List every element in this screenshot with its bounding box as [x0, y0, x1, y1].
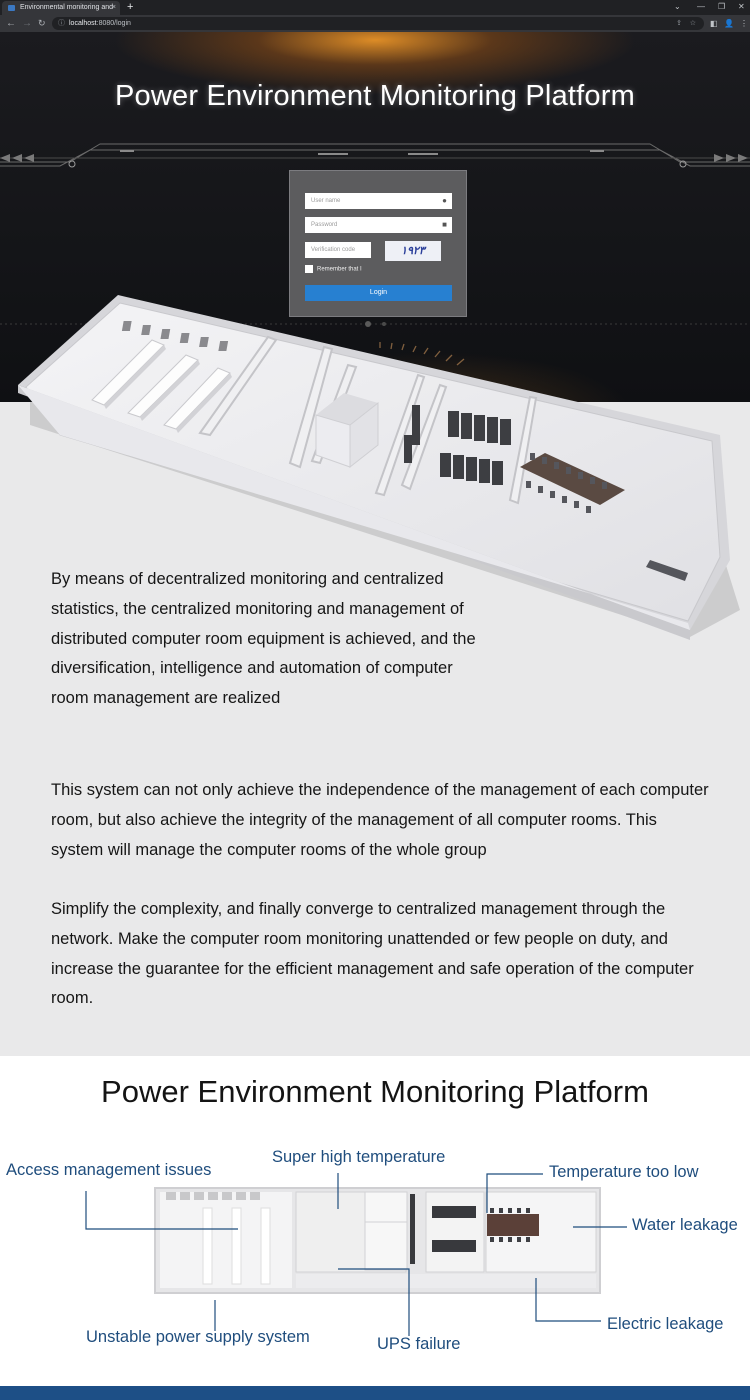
label-high-temperature: Super high temperature — [272, 1148, 446, 1166]
user-icon: ● — [442, 196, 447, 205]
new-tab-button[interactable]: + — [127, 1, 134, 13]
url-path: :8080/login — [96, 20, 131, 27]
username-input[interactable] — [305, 193, 452, 209]
username-placeholder: User name — [311, 198, 341, 204]
address-bar[interactable] — [52, 17, 704, 30]
tab-search-icon[interactable]: ⌄ — [674, 2, 681, 11]
window-close-icon[interactable]: ✕ — [738, 2, 745, 11]
captcha-image[interactable]: ١٩٢٣ — [385, 241, 441, 261]
label-temperature-low: Temperature too low — [549, 1163, 699, 1181]
monitoring-diagram-section — [0, 1056, 750, 1386]
profile-icon[interactable]: 👤 — [724, 19, 734, 28]
captcha-placeholder: Verification code — [311, 247, 356, 253]
minimize-icon[interactable]: — — [697, 2, 705, 11]
label-access-management: Access management issues — [6, 1161, 212, 1179]
label-water-leakage: Water leakage — [632, 1216, 738, 1234]
reload-icon[interactable]: ↻ — [38, 18, 46, 28]
label-unstable-power: Unstable power supply system — [86, 1328, 310, 1346]
intro-paragraph: By means of decentralized monitoring and centralized statistics, the centralized monitoring and management of distributed computer room equipment is achieved, and the diversification, intelligence and automation of computer room management are realized — [51, 570, 476, 708]
browser-tab-bar — [0, 0, 750, 15]
bookmark-star-icon[interactable]: ☆ — [689, 20, 696, 27]
tab-close-icon[interactable]: × — [111, 4, 116, 11]
remember-me[interactable] — [305, 265, 362, 274]
password-placeholder: Password — [311, 222, 338, 228]
back-icon[interactable]: ← — [6, 18, 16, 29]
password-input[interactable] — [305, 217, 452, 233]
independence-paragraph: This system can not only achieve the independence of the management of each computer room, but also achieve the integrity of the management of all computer rooms. This system will manage the computer rooms of the whole group — [51, 781, 709, 859]
remember-label: Remember that I — [317, 266, 362, 273]
lock-icon: ■ — [442, 220, 447, 229]
tab-title: Environmental monitoring and — [20, 4, 113, 11]
remember-checkbox[interactable] — [305, 265, 313, 273]
sidebar-icon[interactable]: ◧ — [710, 19, 718, 28]
captcha-input[interactable] — [305, 242, 371, 258]
label-electric-leakage: Electric leakage — [607, 1315, 724, 1333]
footer-bar — [0, 1386, 750, 1400]
share-icon[interactable]: ⇪ — [676, 20, 682, 27]
login-button[interactable]: Login — [305, 285, 452, 301]
browser-toolbar — [0, 15, 750, 32]
browser-tab[interactable] — [2, 1, 120, 15]
favicon-icon — [8, 5, 15, 11]
diagram-title: Power Environment Monitoring Platform — [101, 1074, 649, 1109]
maximize-icon[interactable]: ❐ — [718, 2, 726, 11]
site-info-icon[interactable]: ⓘ — [58, 20, 65, 27]
url-host: localhost — [69, 20, 97, 27]
label-ups-failure: UPS failure — [377, 1335, 461, 1353]
menu-icon[interactable]: ⋮ — [740, 19, 748, 28]
simplify-paragraph: Simplify the complexity, and finally converge to centralized management through the network. Make the computer room monitoring unattended or few people on duty, and increase the guarantee for the efficient management and safe operation of the computer room. — [51, 900, 694, 1008]
hero-title: Power Environment Monitoring Platform — [115, 80, 635, 112]
forward-icon[interactable]: → — [22, 18, 32, 29]
